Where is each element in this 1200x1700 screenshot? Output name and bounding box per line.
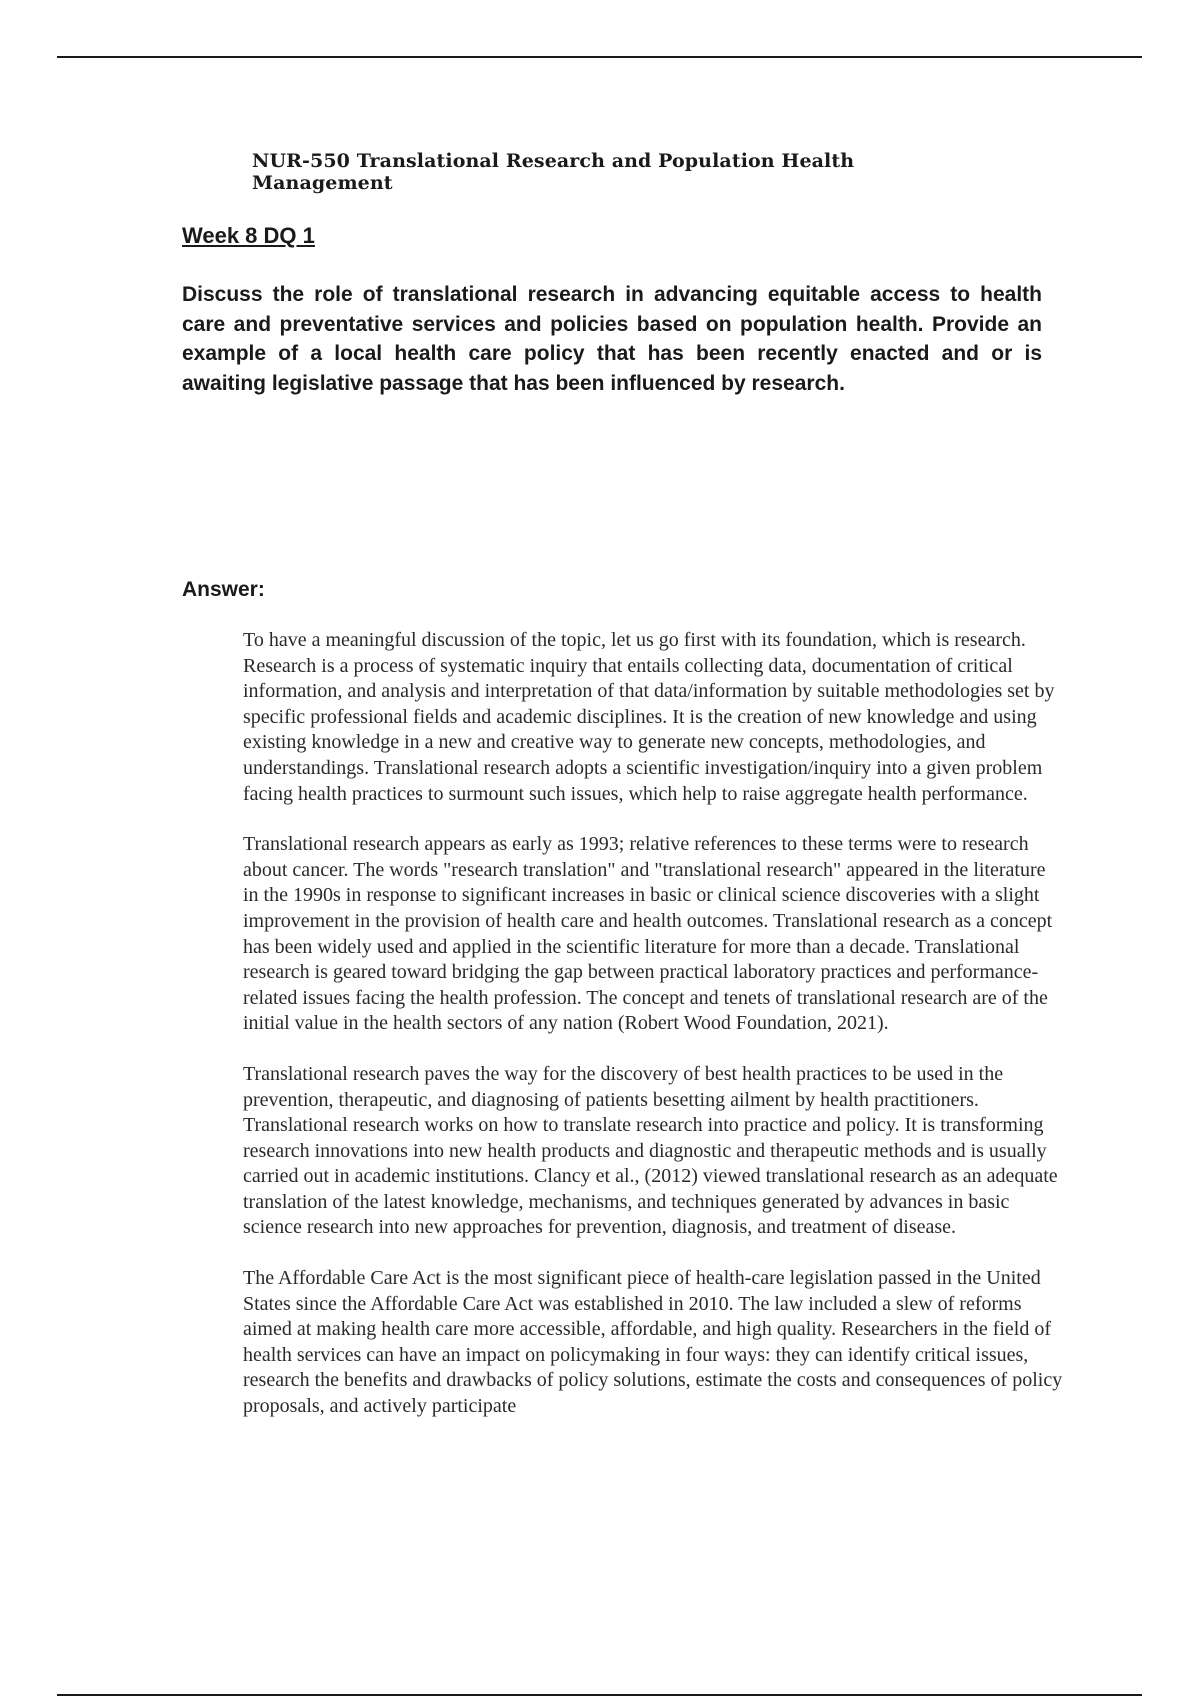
bottom-divider [57,1694,1142,1696]
top-divider [57,56,1142,58]
answer-body [243,628,1063,1445]
course-title: NUR-550 Translational Research and Population Health Management [252,150,855,194]
week-heading: Week 8 DQ 1 [182,223,315,248]
discussion-question: Discuss the role of translational research in advancing equitable access to health care and preventative services and policies based on population health. Provide an example of a local health care policy that has been recently enacted and or is awaiting legislative passage that has been influenced by research. [182,283,1042,395]
answer-paragraph-1: To have a meaningful discussion of the topic, let us go first with its foundation, which is research. Research is a process of systematic inquiry that entails collecting data, documentation of critical information, and analysis and interpretation of that data/information by suitable methodologies set by specific professional fields and academic disciplines. It is the creation of new knowledge and using existing knowledge in a new and creative way to generate new concepts, methodologies, and understandings. Translational research adopts a scientific investigation/inquiry into a given problem facing health practices to surmount such issues, which help to raise aggregate health performance. [243,629,1055,805]
answer-paragraph-3: Translational research paves the way for the discovery of best health practices to be used in the prevention, therapeutic, and diagnosing of patients besetting ailment by health practitioners. Translational research works on how to translate research into practice and policy. It is transforming research innovations into new health products and diagnostic and therapeutic methods and is usually carried out in academic institutions. Clancy et al., (2012) viewed translational research as an adequate translation of the latest knowledge, mechanisms, and techniques generated by advances in basic science research into new approaches for prevention, diagnosis, and treatment of disease. [243,1062,1058,1239]
answer-label: Answer: [182,578,265,601]
answer-paragraph-2: Translational research appears as early as 1993; relative references to these terms were to research about cancer. The words "research translation" and "translational research" appeared in the literature in the 1990s in response to significant increases in basic or clinical science discoveries with a slight improvement in the provision of health care and health outcomes. Translational research as a concept has been widely used and applied in the scientific literature for more than a decade. Translational research is geared toward bridging the gap between practical laboratory practices and performance-related issues facing the health profession. The concept and tenets of translational research are of the initial value in the health sectors of any nation (Robert Wood Foundation, 2021). [243,833,1053,1035]
answer-paragraph-4: The Affordable Care Act is the most significant piece of health-care legislation passed in the United States since the Affordable Care Act was established in 2010. The law included a slew of reforms aimed at making health care more accessible, affordable, and high quality. Researchers in the field of health services can have an impact on policymaking in four ways: they can identify critical issues, research the benefits and drawbacks of policy solutions, estimate the costs and consequences of policy proposals, and actively participate [243,1267,1063,1418]
